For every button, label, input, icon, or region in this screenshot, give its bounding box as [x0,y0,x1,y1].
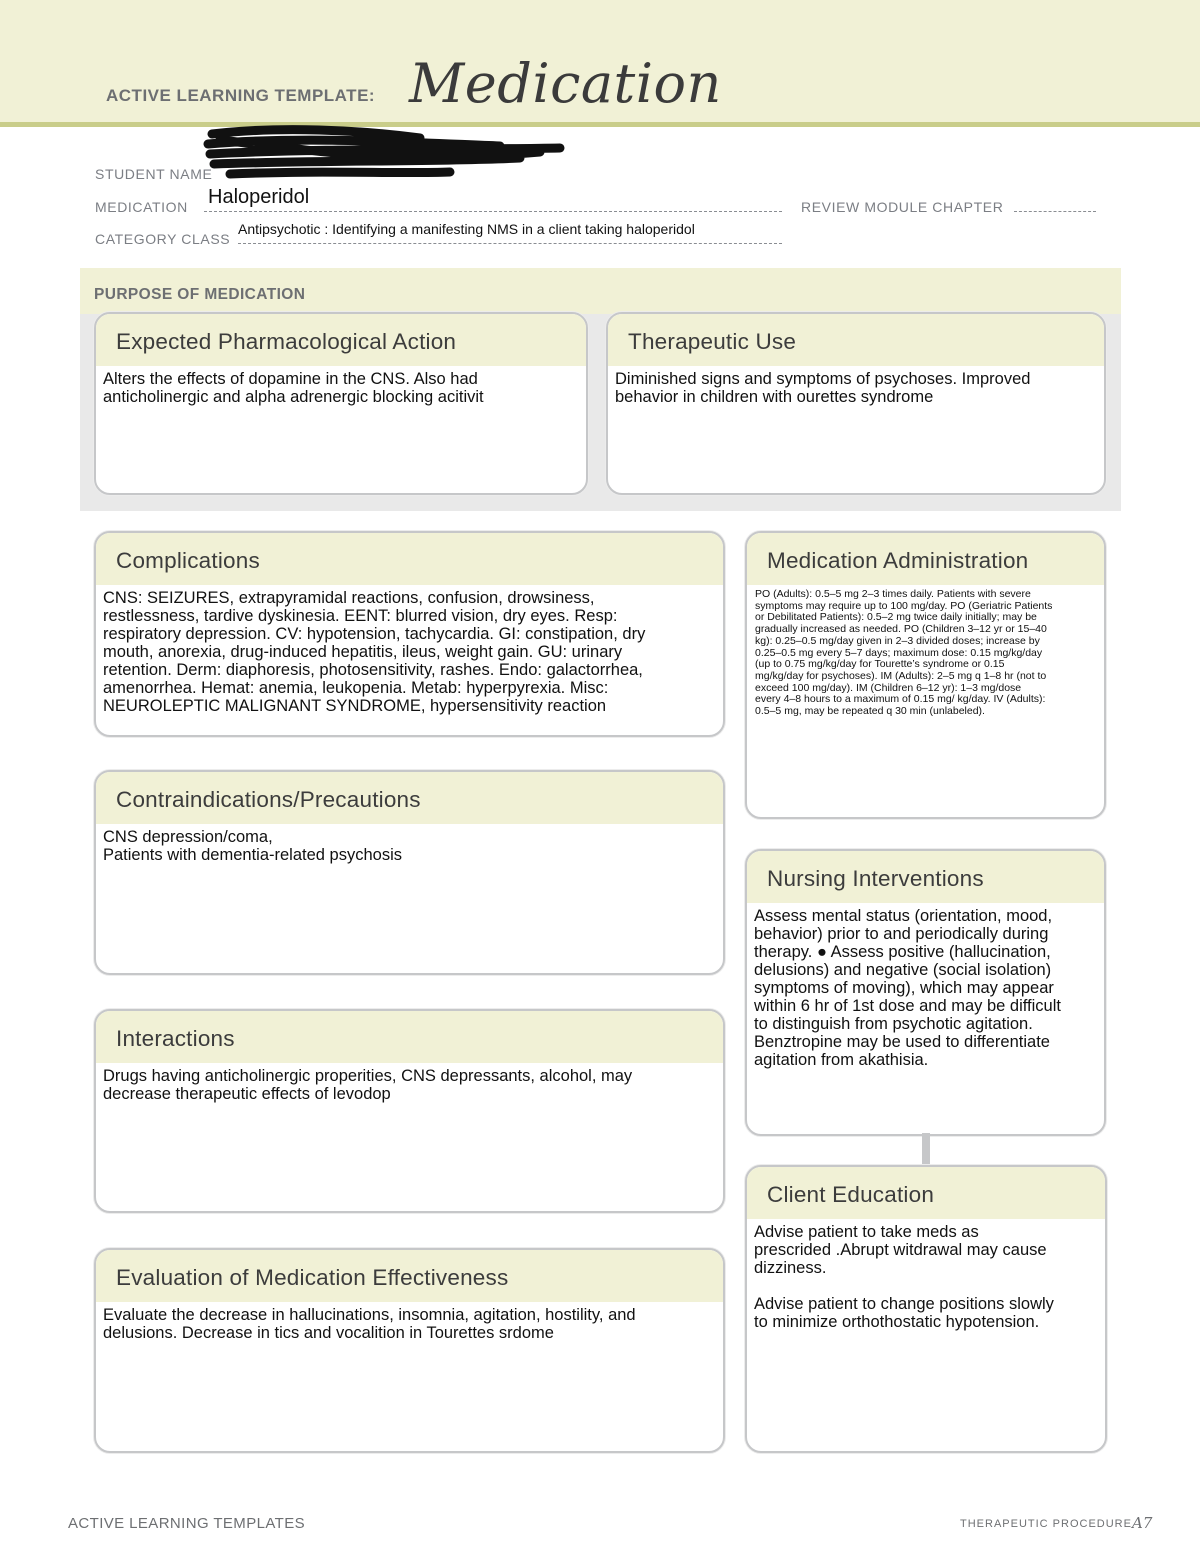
nursing-interventions-title: Nursing Interventions [747,851,1104,903]
nursing-interventions-card [745,849,1106,1136]
category-class-underline [238,243,782,244]
interactions-card [94,1009,725,1213]
contraindications-card [94,770,725,975]
category-class-value: Antipsychotic : Identifying a manifesting NMS in a client taking haloperidol [238,221,695,237]
category-class-label: CATEGORY CLASS [95,231,231,247]
contraindications-text: CNS depression/coma, Patients with dementia-related psychosis [103,828,402,864]
medication-administration-card [745,531,1106,819]
medication-value: Haloperidol [208,186,310,208]
evaluation-card [94,1248,725,1453]
client-education-title: Client Education [747,1167,1105,1219]
footer-left: ACTIVE LEARNING TEMPLATES [68,1515,305,1532]
template-label: ACTIVE LEARNING TEMPLATE: [106,86,376,105]
therapeutic-use-card [606,312,1106,495]
review-module-underline [1014,211,1096,212]
review-module-label: REVIEW MODULE CHAPTER [801,199,1004,215]
redaction-scribble [200,124,565,184]
complications-card [94,531,725,737]
header-rule [0,122,1200,127]
medication-administration-title: Medication Administration [747,533,1104,585]
expected-action-text: Alters the effects of dopamine in the CNS. Also had anticholinergic and alpha adrenergic blocking acitivit [103,370,484,406]
complications-text: CNS: SEIZURES, extrapyramidal reactions, confusion, drowsiness, restlessness, tardive dyskinesia. EENT: blurred vision, dry eyes. Resp: respiratory depression. CV: hypotension, tachycardia. GI: constipation, dry mouth, anorexia, drug-induced hepatitis, ileus, weight gain. GU: urinary retention. Derm: diaphoresis, photosensitivity, rashes. Endo: galactorrhea, amenorrhea. Hemat: anemia, leukopenia. Metab: hyperpyrexia. Misc: NEUROLEPTIC MALIGNANT SYNDROME, hypersensitivity reaction [103,589,646,715]
footer-right: THERAPEUTIC PROCEDURE [960,1518,1132,1530]
evaluation-text: Evaluate the decrease in hallucinations, insomnia, agitation, hostility, and delusions. Decrease in tics and vocalition in Tourettes srdome [103,1306,636,1342]
interactions-text: Drugs having anticholinergic properities, CNS depressants, alcohol, may decrease therapeutic effects of levodop [103,1067,633,1103]
purpose-title: PURPOSE OF MEDICATION [94,286,306,303]
therapeutic-use-text: Diminished signs and symptoms of psychoses. Improved behavior in children with ourettes syndrome [615,370,1031,406]
nursing-interventions-text: Assess mental status (orientation, mood, behavior) prior to and periodically during therapy. ● Assess positive (hallucination, delusions) and negative (social isolation) symptoms of moving), which may appear within 6 hr of 1st dose and may be difficult to distinguish from psychotic agitation. Benztropine may be used to differentiate agitation from akathisia. [754,907,1061,1069]
client-education-text: Advise patient to take meds as prescrided .Abrupt witdrawal may cause dizziness. Advise patient to change positions slowly to minimize orthothostatic hypotension. [754,1223,1054,1331]
expected-action-title: Expected Pharmacological Action [96,314,586,366]
medication-label: MEDICATION [95,199,188,215]
footer-page-number: A7 [1132,1514,1153,1532]
complications-title: Complications [96,533,723,585]
expected-action-card [94,312,588,495]
student-name-label: STUDENT NAME [95,166,213,182]
evaluation-title: Evaluation of Medication Effectiveness [96,1250,723,1302]
contraindications-title: Contraindications/Precautions [96,772,723,824]
client-education-card [745,1165,1107,1453]
template-title: Medication [409,52,722,115]
therapeutic-use-title: Therapeutic Use [608,314,1104,366]
medication-underline [204,211,782,212]
interactions-title: Interactions [96,1011,723,1063]
section-connector [922,1133,930,1167]
medication-administration-text: PO (Adults): 0.5–5 mg 2–3 times daily. Patients with severe symptoms may require up to 100 mg/day. PO (Geriatric Patients or Debilitated Patients): 0.5–2 mg twice daily initially; may be gradually increased as needed. PO (Children 3–12 yr or 15–40 kg): 0.25–0.5 mg/day given in 2–3 divided doses; increase by 0.25–0.5 mg every 5–7 days; maximum dose: 0.15 mg/kg/day (up to 0.75 mg/kg/day for Tourette’s syndrome or 0.15 mg/kg/day for psychoses). IM (Adults): 2–5 mg q 1–8 hr (not to exceed 100 mg/day). IM (Children 6–12 yr): 1–3 mg/dose every 4–8 hours to a maximum of 0.15 mg/ kg/day. IV (Adults): 0.5–5 mg, may be repeated q 30 min (unlabeled). [755,588,1053,718]
